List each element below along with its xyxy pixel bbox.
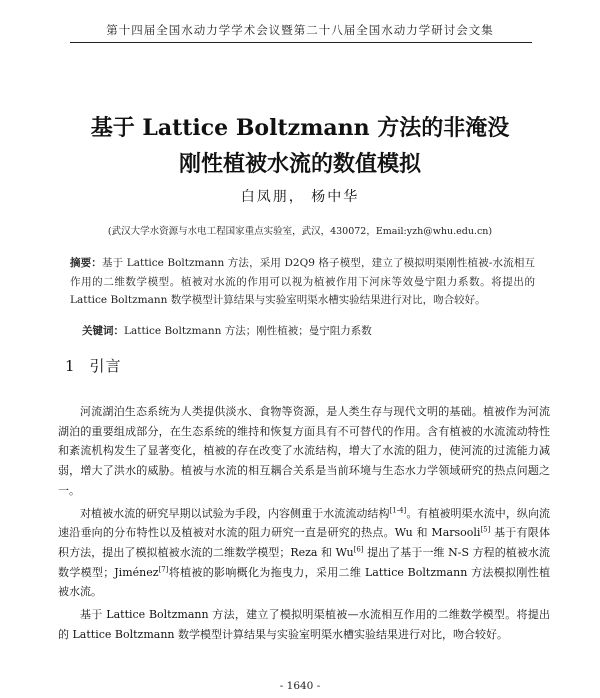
running-head: 第十四届全国水动力学学术会议暨第二十八届全国水动力学研讨会文集	[106, 23, 494, 37]
citation: [6]	[353, 545, 364, 554]
abstract-label: 摘要：	[70, 257, 102, 269]
paragraph	[58, 504, 550, 603]
text-run: 提出了基于一维 N-S 方程的植被水流数学模型；Jiménez	[58, 545, 550, 579]
citation: [7]	[158, 564, 169, 573]
text-run: 基于有限体积方法，提出了模拟植被水流的二维数学模型；Reza 和 Wu	[58, 526, 550, 559]
text-run: 对植被水流的研究早期以试验为手段，内容侧重于水流流动结构	[80, 506, 390, 520]
paper-title	[40, 110, 560, 182]
abstract-text: 基于 Lattice Boltzmann 方法，采用 D2Q9 格子模型，建立了模拟明渠刚性植被-水流相互作用的二维数学模型。植被对水流的作用可以视为植被作用下河床等效曼宁阻力系数。将提出的 Lattice Boltzmann 数学模型计算结果与实验室明渠水槽实验结果进行对比，吻合较好。	[70, 257, 536, 306]
title-line-1: 基于 Lattice Boltzmann 方法的非淹没	[90, 115, 510, 141]
paragraph: 基于 Lattice Boltzmann 方法，建立了模拟明渠植被—水流相互作用的二维数学模型。将提出的 Lattice Boltzmann 数学模型计算结果与实验室明渠水槽实验结果进行对比，吻合较好。	[58, 608, 550, 641]
body-text	[58, 402, 550, 647]
text-run: 。有植被明渠水流中，纵向流速沿垂向的分布特性以及植被对水流的阻力研究一直是研究的热点。Wu 和 Marsooli	[58, 506, 550, 540]
citation: [1-4]	[389, 505, 407, 514]
section-number: 1	[65, 357, 76, 375]
title-line-2: 刚性植被水流的数值模拟	[178, 151, 421, 177]
keywords	[82, 323, 535, 338]
text-run: 将植被的影响概化为拖曳力，采用二维 Lattice Boltzmann 方法模拟刚性植被水流。	[58, 565, 550, 599]
keywords-text: Lattice Boltzmann 方法；刚性植被；曼宁阻力系数	[124, 325, 372, 337]
citation: [5]	[480, 525, 491, 534]
header-rule	[70, 42, 532, 43]
affiliation: (武汉大学水资源与水电工程国家重点实验室，武汉，430072，Email:yzh@whu.edu.cn)	[107, 226, 493, 237]
section-title: 引言	[89, 357, 122, 375]
abstract	[70, 254, 535, 310]
paragraph: 河流湖泊生态系统为人类提供淡水、食物等资源，是人类生存与现代文明的基础。植被作为河流湖泊的重要组成部分，在生态系统的维持和恢复方面具有不可替代的作用。含有植被的水流流动特性和紊流机构发生了显著变化，植被的存在改变了水流结构，增大了水流的阻力，使河流的过流能力减弱，增大了洪水的威胁。植被与水流的相互耦合关系是当前环境与生态水力学领域研究的热点问题之一。	[58, 405, 550, 497]
authors: 白凤朋， 杨中华	[240, 189, 360, 205]
keywords-label: 关键词：	[82, 325, 124, 337]
section-heading	[65, 355, 122, 376]
page-number: - 1640 -	[279, 680, 321, 692]
